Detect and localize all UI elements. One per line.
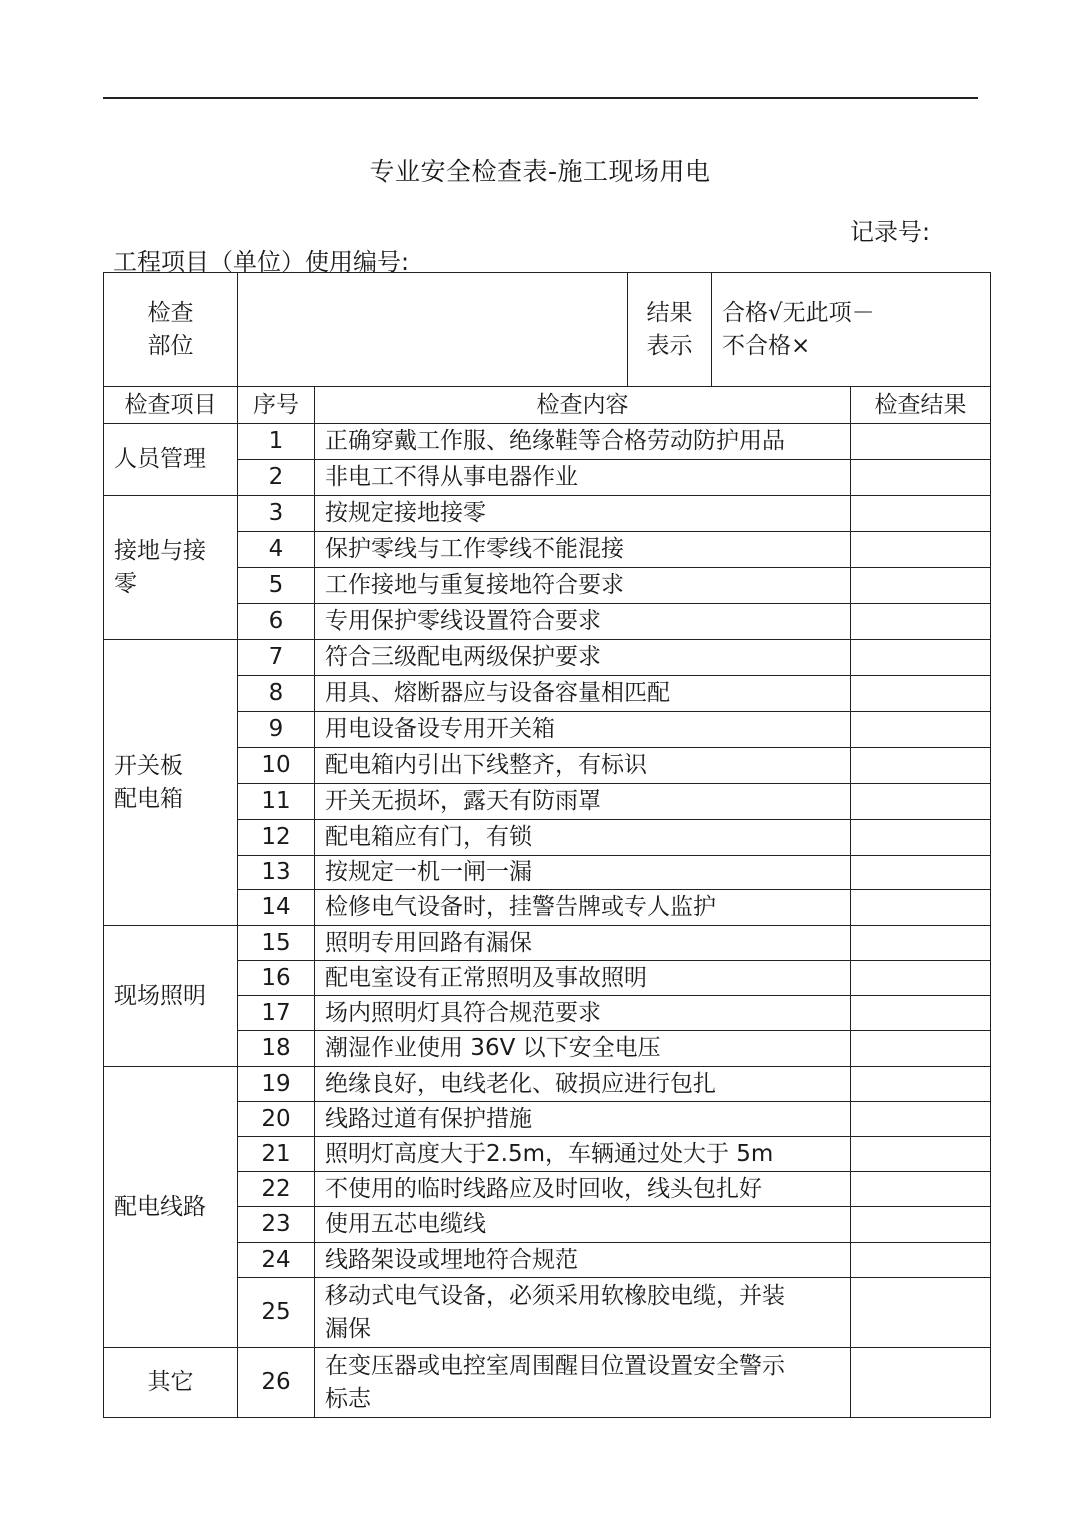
row-content: 检修电气设备时，挂警告牌或专人监护 <box>315 890 851 926</box>
table-row <box>104 568 991 604</box>
row-result-cell[interactable] <box>851 748 991 784</box>
row-content: 符合三级配电两级保护要求 <box>315 640 851 676</box>
table-row <box>104 856 991 890</box>
row-result-cell[interactable] <box>851 1207 991 1243</box>
row-number: 12 <box>238 820 315 856</box>
row-number: 1 <box>238 424 315 460</box>
row-result-cell[interactable] <box>851 856 991 890</box>
result-legend: 合格√无此项－ 不合格× <box>712 273 991 387</box>
row-number: 7 <box>238 640 315 676</box>
row-number: 11 <box>238 784 315 820</box>
table-row <box>104 1348 991 1418</box>
column-header-row <box>104 387 991 424</box>
category-site-lighting: 现场照明 <box>104 926 238 1067</box>
row-content: 移动式电气设备，必须采用软橡胶电缆，并装 漏保 <box>315 1278 851 1348</box>
row-result-cell[interactable] <box>851 1031 991 1067</box>
location-value-cell[interactable] <box>238 273 628 387</box>
table-row <box>104 926 991 961</box>
row-result-cell[interactable] <box>851 1243 991 1278</box>
row-number: 26 <box>238 1348 315 1418</box>
table-row <box>104 712 991 748</box>
row-result-cell[interactable] <box>851 1348 991 1418</box>
row-number: 10 <box>238 748 315 784</box>
row-result-cell[interactable] <box>851 640 991 676</box>
row-number: 9 <box>238 712 315 748</box>
row-result-cell[interactable] <box>851 532 991 568</box>
header-row <box>104 273 991 387</box>
row-content: 线路架设或埋地符合规范 <box>315 1243 851 1278</box>
row-content: 配电室设有正常照明及事故照明 <box>315 961 851 996</box>
row-result-cell[interactable] <box>851 460 991 496</box>
row-content: 开关无损坏，露天有防雨罩 <box>315 784 851 820</box>
row-content: 配电箱内引出下线整齐，有标识 <box>315 748 851 784</box>
table-row <box>104 532 991 568</box>
row-number: 5 <box>238 568 315 604</box>
row-result-cell[interactable] <box>851 784 991 820</box>
row-result-cell[interactable] <box>851 712 991 748</box>
table-row <box>104 460 991 496</box>
table-row <box>104 1067 991 1102</box>
row-content: 保护零线与工作零线不能混接 <box>315 532 851 568</box>
table-row <box>104 640 991 676</box>
row-result-cell[interactable] <box>851 676 991 712</box>
category-personnel: 人员管理 <box>104 424 238 496</box>
col-header-item: 检查项目 <box>104 387 238 424</box>
location-label: 检查 部位 <box>104 273 238 387</box>
row-result-cell[interactable] <box>851 1137 991 1172</box>
row-content: 工作接地与重复接地符合要求 <box>315 568 851 604</box>
table-row <box>104 1278 991 1348</box>
result-label: 结果 表示 <box>628 273 712 387</box>
table-row <box>104 784 991 820</box>
table-row <box>104 890 991 926</box>
row-content: 按规定接地接零 <box>315 496 851 532</box>
table-row <box>104 496 991 532</box>
row-number: 21 <box>238 1137 315 1172</box>
row-result-cell[interactable] <box>851 996 991 1031</box>
table-row <box>104 424 991 460</box>
row-number: 6 <box>238 604 315 640</box>
row-number: 14 <box>238 890 315 926</box>
row-number: 19 <box>238 1067 315 1102</box>
row-number: 17 <box>238 996 315 1031</box>
project-label: 工程项目（单位）使用编号: <box>113 248 410 276</box>
table-row <box>104 748 991 784</box>
row-number: 15 <box>238 926 315 961</box>
row-result-cell[interactable] <box>851 496 991 532</box>
row-content: 专用保护零线设置符合要求 <box>315 604 851 640</box>
table-row <box>104 961 991 996</box>
row-number: 25 <box>238 1278 315 1348</box>
row-content: 用具、熔断器应与设备容量相匹配 <box>315 676 851 712</box>
row-number: 22 <box>238 1172 315 1207</box>
table-row <box>104 1172 991 1207</box>
row-content: 用电设备设专用开关箱 <box>315 712 851 748</box>
row-content: 非电工不得从事电器作业 <box>315 460 851 496</box>
table-row <box>104 1207 991 1243</box>
row-result-cell[interactable] <box>851 926 991 961</box>
row-result-cell[interactable] <box>851 1172 991 1207</box>
row-number: 18 <box>238 1031 315 1067</box>
row-content: 不使用的临时线路应及时回收，线头包扎好 <box>315 1172 851 1207</box>
row-number: 13 <box>238 856 315 890</box>
row-content: 绝缘良好，电线老化、破损应进行包扎 <box>315 1067 851 1102</box>
row-number: 8 <box>238 676 315 712</box>
row-content: 照明专用回路有漏保 <box>315 926 851 961</box>
table-row <box>104 1137 991 1172</box>
table-row <box>104 676 991 712</box>
inspection-table <box>103 272 991 1418</box>
row-result-cell[interactable] <box>851 820 991 856</box>
col-header-result: 检查结果 <box>851 387 991 424</box>
row-number: 3 <box>238 496 315 532</box>
category-distribution-lines: 配电线路 <box>104 1067 238 1348</box>
table-row <box>104 820 991 856</box>
row-result-cell[interactable] <box>851 961 991 996</box>
category-grounding: 接地与接 零 <box>104 496 238 640</box>
row-number: 20 <box>238 1102 315 1137</box>
row-content: 使用五芯电缆线 <box>315 1207 851 1243</box>
row-number: 16 <box>238 961 315 996</box>
row-content: 配电箱应有门，有锁 <box>315 820 851 856</box>
row-content: 按规定一机一闸一漏 <box>315 856 851 890</box>
table-row <box>104 1031 991 1067</box>
row-number: 2 <box>238 460 315 496</box>
row-result-cell[interactable] <box>851 1067 991 1102</box>
row-result-cell[interactable] <box>851 424 991 460</box>
row-content: 在变压器或电控室周围醒目位置设置安全警示 标志 <box>315 1348 851 1418</box>
row-result-cell[interactable] <box>851 1278 991 1348</box>
row-number: 23 <box>238 1207 315 1243</box>
row-result-cell[interactable] <box>851 1102 991 1137</box>
table-row <box>104 1102 991 1137</box>
row-content: 场内照明灯具符合规范要求 <box>315 996 851 1031</box>
col-header-content: 检查内容 <box>315 387 851 424</box>
row-result-cell[interactable] <box>851 604 991 640</box>
table-row <box>104 604 991 640</box>
category-switchboard: 开关板 配电箱 <box>104 640 238 926</box>
category-other: 其它 <box>104 1348 238 1418</box>
page-title: 专业安全检查表-施工现场用电 <box>369 157 711 186</box>
row-content: 照明灯高度大于2.5m，车辆通过处大于 5m <box>315 1137 851 1172</box>
table-row <box>104 996 991 1031</box>
col-header-no: 序号 <box>238 387 315 424</box>
row-content: 潮湿作业使用 36V 以下安全电压 <box>315 1031 851 1067</box>
row-result-cell[interactable] <box>851 568 991 604</box>
table-row <box>104 1243 991 1278</box>
row-result-cell[interactable] <box>851 890 991 926</box>
row-number: 24 <box>238 1243 315 1278</box>
row-content: 正确穿戴工作服、绝缘鞋等合格劳动防护用品 <box>315 424 851 460</box>
header-rule <box>103 97 978 99</box>
row-content: 线路过道有保护措施 <box>315 1102 851 1137</box>
record-number-label: 记录号: <box>850 218 931 246</box>
row-number: 4 <box>238 532 315 568</box>
